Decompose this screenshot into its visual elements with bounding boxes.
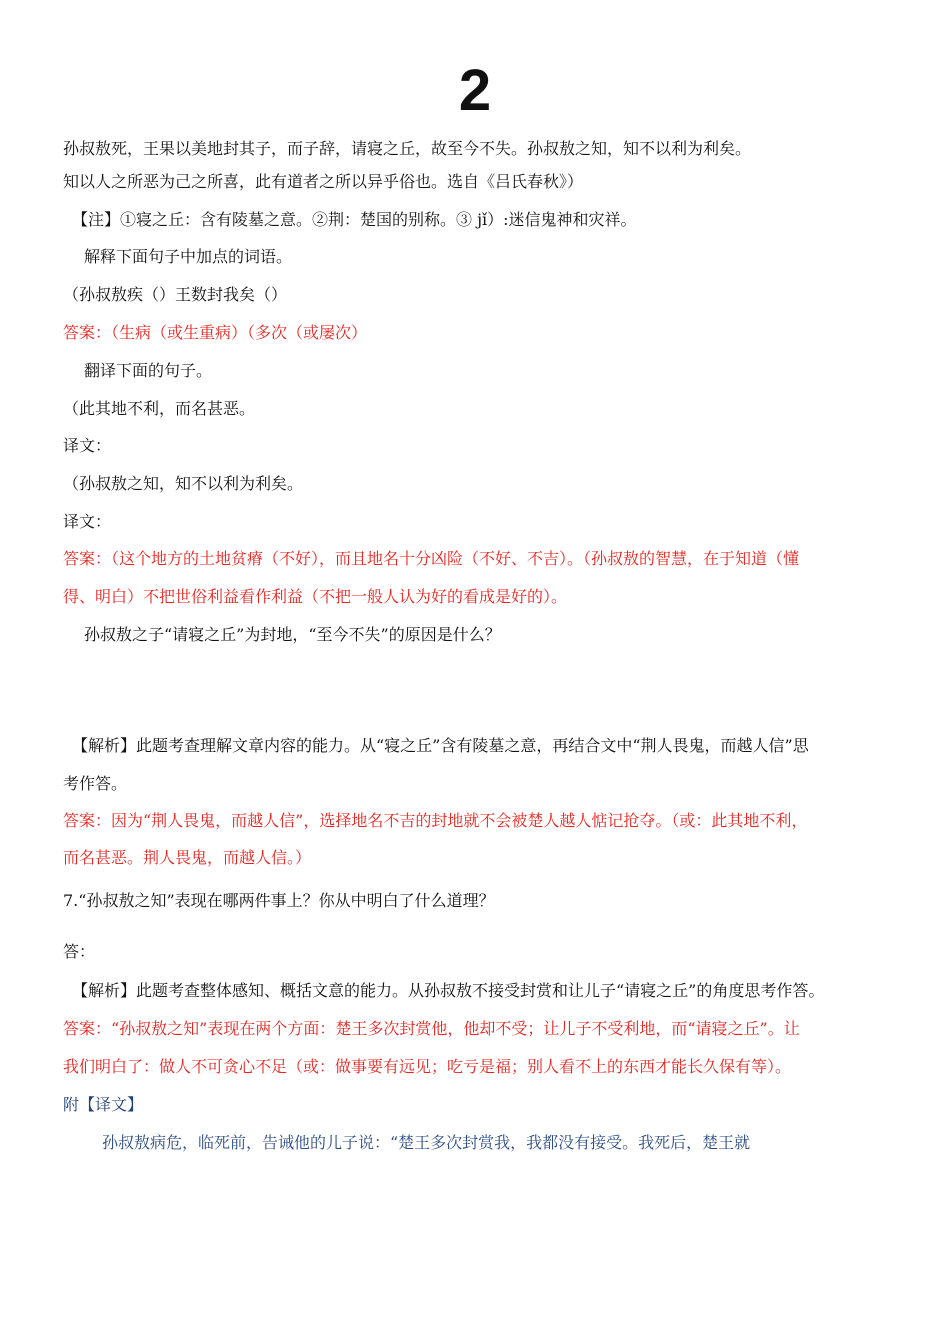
question-7: 7.“孙叔敖之知”表现在哪两件事上？你从中明白了什么道理？ [63, 891, 495, 910]
answer-label: 答： [63, 942, 96, 961]
answer-7-line-1: 答案：“孙叔敖之知”表现在两个方面：楚王多次封赏他，他却不受；让儿子不受利地，而“请寝之丘”。让 [63, 1019, 800, 1038]
translate-sentence-1: （此其地不利，而名甚恶。 [63, 399, 256, 418]
page-number: 2 [458, 58, 492, 123]
answer-translate-line-1: 答案：（这个地方的土地贫瘠（不好），而且地名十分凶险（不好、不吉）。（孙叔敖的智慧，在于知道（懂 [63, 549, 800, 568]
answer-7-line-2: 我们明白了：做人不可贪心不足（或：做事要有远见；吃亏是福；别人看不上的东西才能长久保有等）。 [63, 1057, 792, 1076]
note-line: 【注】①寝之丘：含有陵墓之意。②荆：楚国的别称。③ jǐ）:迷信鬼神和灾祥。 [72, 210, 637, 229]
translation-label-2: 译文： [63, 512, 112, 531]
translate-sentence-2: （孙叔敖之知，知不以利为利矣。 [63, 474, 304, 493]
question-reason: 孙叔敖之子“请寝之丘”为封地，“至今不失”的原因是什么？ [84, 625, 501, 644]
passage-line-1: 孙叔敖死，王果以美地封其子，而子辞，请寝之丘，故至今不失。孙叔敖之知，知不以利为利矣。 [63, 139, 752, 158]
translation-label-1: 译文： [63, 436, 112, 455]
answer-explain: 答案：（生病（或生重病）（多次（或屡次） [63, 323, 368, 342]
analysis-reason-line-2: 考作答。 [63, 774, 128, 793]
question-instruction-translate: 翻译下面的句子。 [84, 361, 213, 380]
analysis-7: 【解析】此题考查整体感知、概括文意的能力。从孙叔敖不接受封赏和让儿子“请寝之丘”的角度思考作答。 [72, 981, 825, 1000]
appendix-translation-heading: 附【译文】 [63, 1095, 144, 1114]
answer-translate-line-2: 得、明白）不把世俗利益看作利益（不把一般人认为好的看成是好的）。 [63, 587, 568, 606]
answer-reason-line-1: 答案：因为“荆人畏鬼，而越人信”，选择地名不吉的封地就不会被楚人越人惦记抢夺。（或：此其地不利， [63, 811, 808, 830]
passage-line-2: 知以人之所恶为己之所喜，此有道者之所以异乎俗也。选自《吕氏春秋》） [63, 172, 584, 191]
analysis-reason-line-1: 【解析】此题考查理解文章内容的能力。从“寝之丘”含有陵墓之意，再结合文中“荆人畏鬼，而越人信”思 [72, 736, 809, 755]
question-instruction-explain: 解释下面句子中加点的词语。 [84, 247, 293, 266]
answer-reason-line-2: 而名甚恶。荆人畏鬼，而越人信。） [63, 848, 312, 867]
question-explain-items: （孙叔敖疾（）王数封我矣（） [63, 285, 288, 304]
appendix-translation-line-1: 孙叔敖病危，临死前，告诫他的儿子说：“楚王多次封赏我，我都没有接受。我死后，楚王就 [102, 1133, 751, 1152]
